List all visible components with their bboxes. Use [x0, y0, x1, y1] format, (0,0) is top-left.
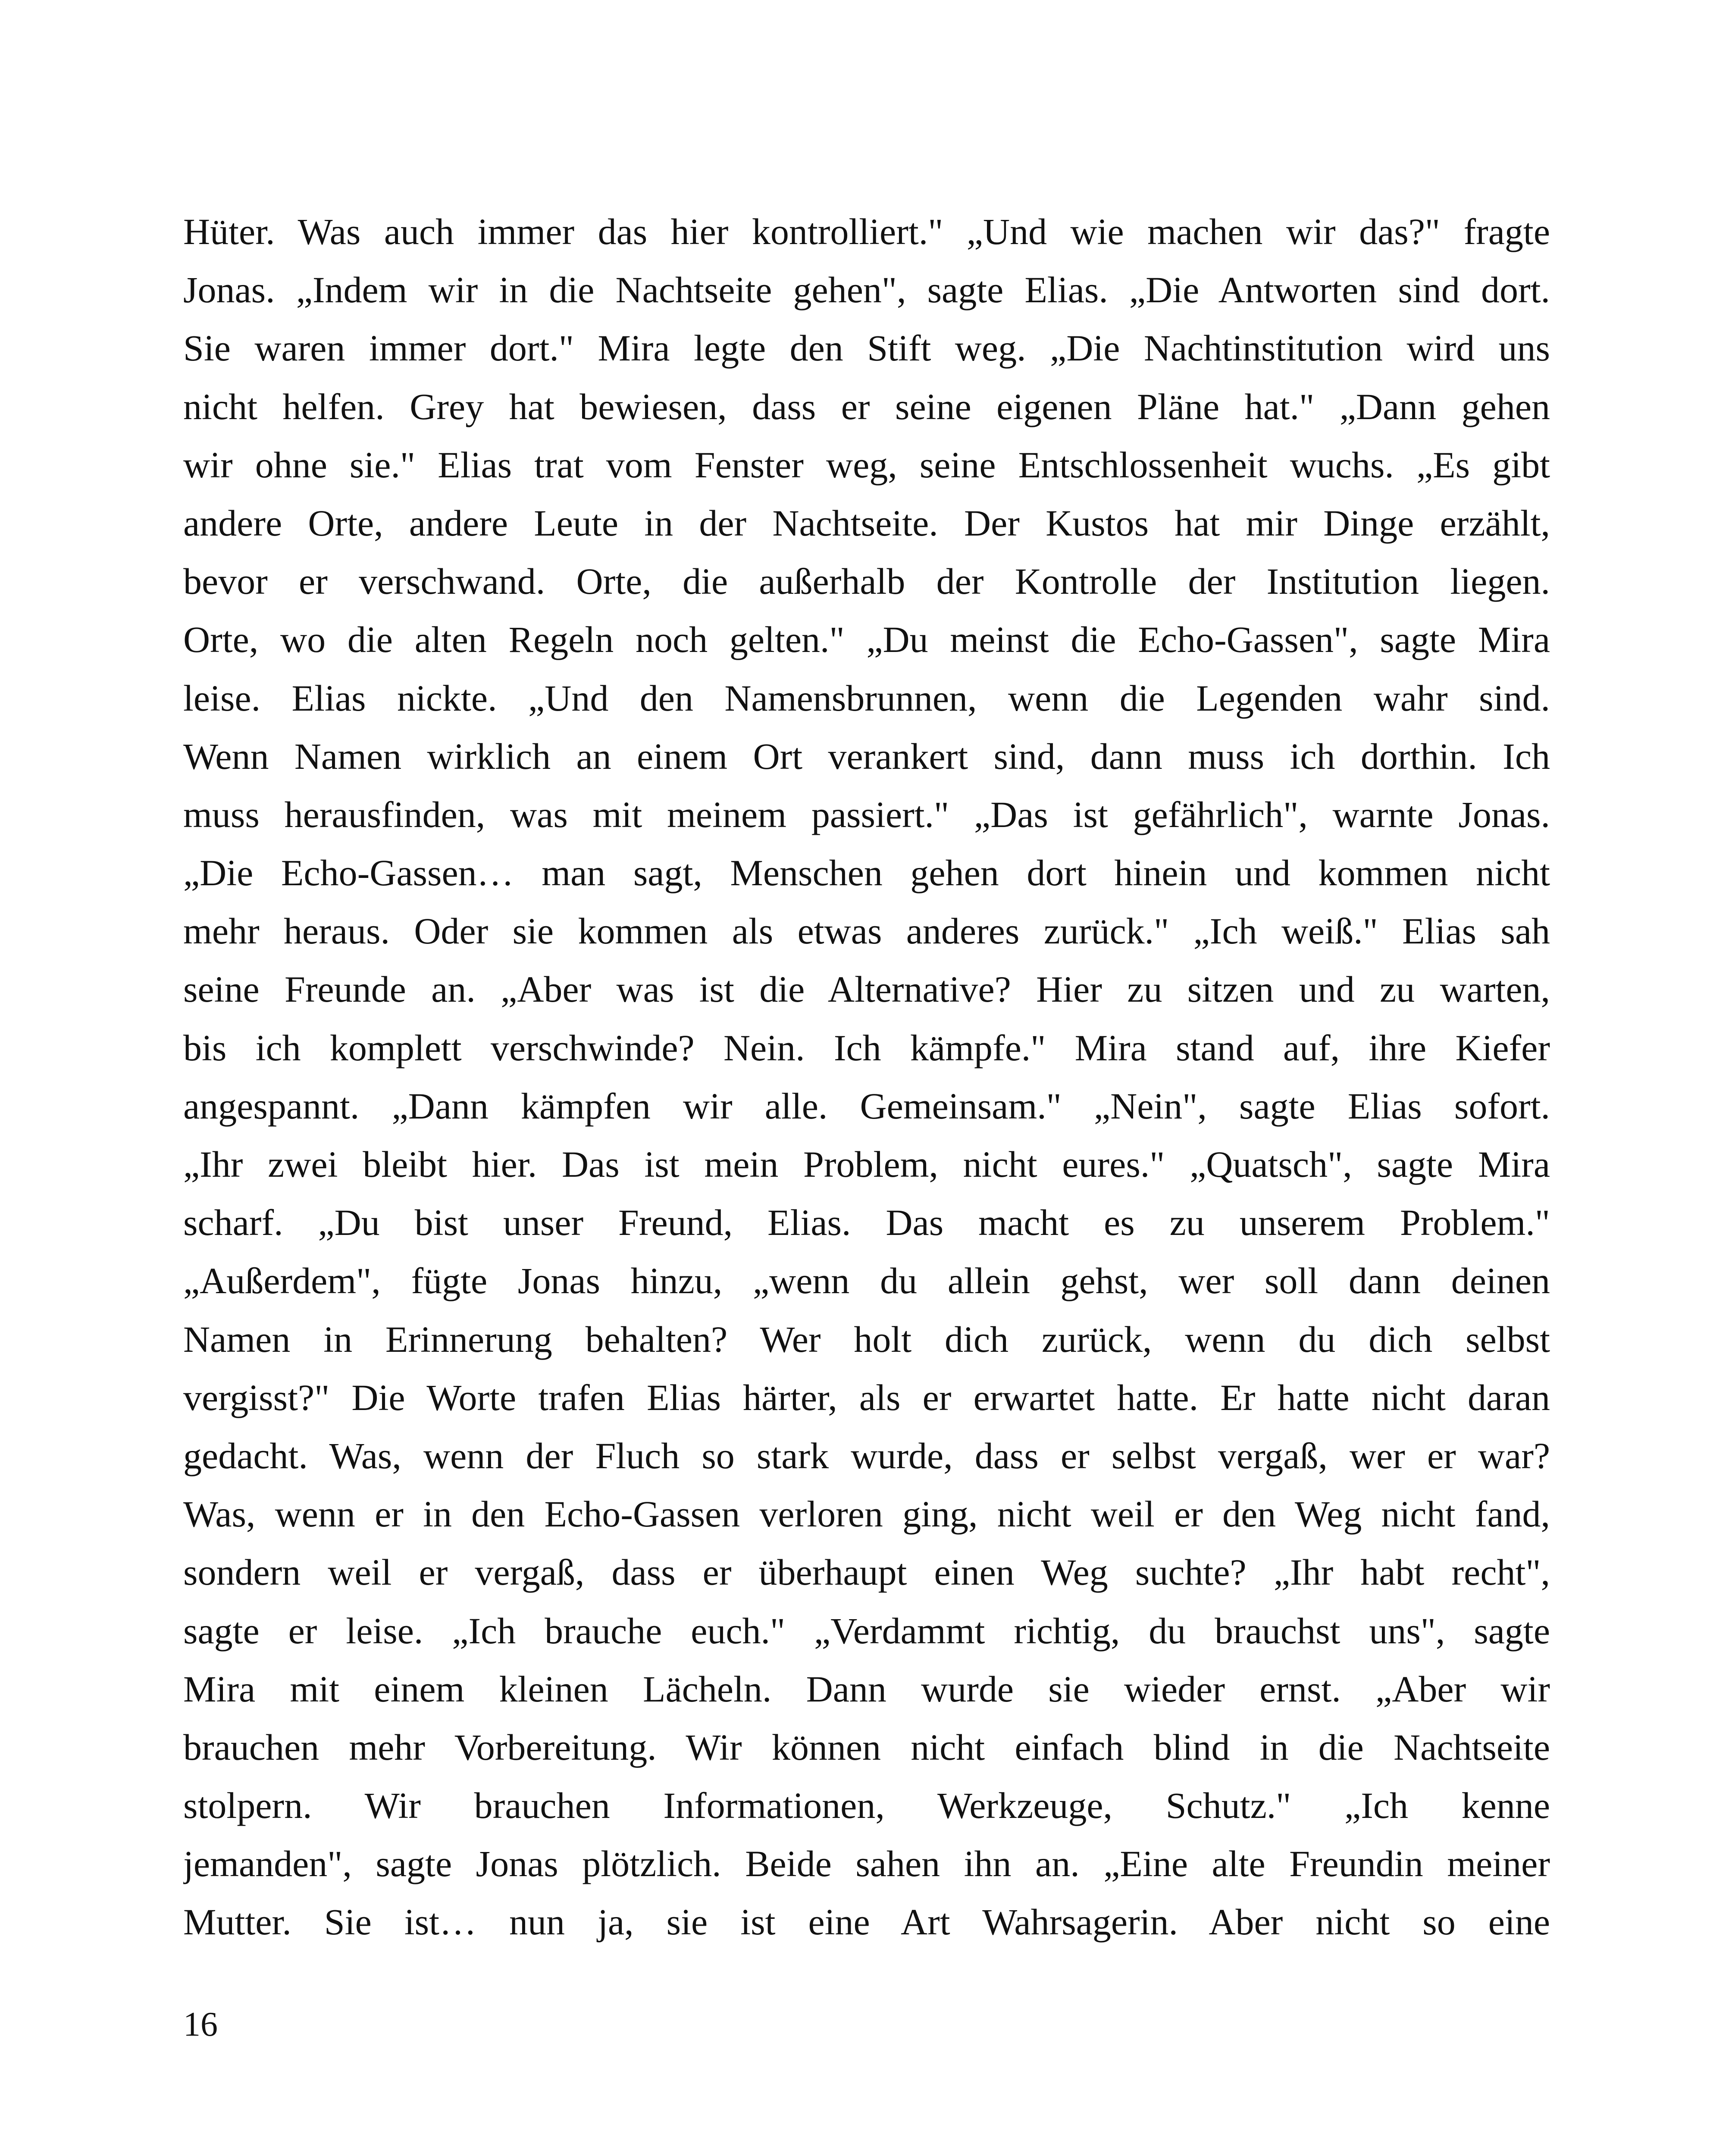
text-line: jemanden", sagte Jonas plötzlich. Beide sahen ihn an. „Eine alte Freundin meiner	[183, 1843, 1550, 1885]
text-line: „Außerdem", fügte Jonas hinzu, „wenn du allein gehst, wer soll dann deinen	[183, 1260, 1550, 1302]
text-line: stolpern. Wir brauchen Informationen, Werkzeuge, Schutz." „Ich kenne	[183, 1785, 1550, 1827]
text-line: Mutter. Sie ist… nun ja, sie ist eine Art Wahrsagerin. Aber nicht so eine	[183, 1901, 1550, 1943]
text-line: Mira mit einem kleinen Lächeln. Dann wurde sie wieder ernst. „Aber wir	[183, 1668, 1550, 1710]
text-line: Sie waren immer dort." Mira legte den Stift weg. „Die Nachtinstitution wird uns	[183, 327, 1550, 369]
text-line: angespannt. „Dann kämpfen wir alle. Gemeinsam." „Nein", sagte Elias sofort.	[183, 1085, 1550, 1127]
text-line: „Ihr zwei bleibt hier. Das ist mein Problem, nicht eures." „Quatsch", sagte Mira	[183, 1144, 1550, 1185]
text-line: mehr heraus. Oder sie kommen als etwas anderes zurück." „Ich weiß." Elias sah	[183, 910, 1550, 952]
text-line: bis ich komplett verschwinde? Nein. Ich kämpfe." Mira stand auf, ihre Kiefer	[183, 1027, 1550, 1069]
text-line: Jonas. „Indem wir in die Nachtseite gehen", sagte Elias. „Die Antworten sind dort.	[183, 269, 1550, 311]
text-line: scharf. „Du bist unser Freund, Elias. Das macht es zu unserem Problem."	[183, 1202, 1550, 1244]
text-line: Wenn Namen wirklich an einem Ort verankert sind, dann muss ich dorthin. Ich	[183, 735, 1550, 777]
text-line: wir ohne sie." Elias trat vom Fenster weg, seine Entschlossenheit wuchs. „Es gibt	[183, 444, 1550, 486]
text-line: Namen in Erinnerung behalten? Wer holt dich zurück, wenn du dich selbst	[183, 1318, 1550, 1360]
body-text	[183, 203, 1550, 1952]
text-line: leise. Elias nickte. „Und den Namensbrunnen, wenn die Legenden wahr sind.	[183, 677, 1550, 719]
text-line: muss herausfinden, was mit meinem passiert." „Das ist gefährlich", warnte Jonas.	[183, 793, 1550, 835]
text-line: sondern weil er vergaß, dass er überhaupt einen Weg suchte? „Ihr habt recht",	[183, 1551, 1550, 1593]
text-line: vergisst?" Die Worte trafen Elias härter, als er erwartet hatte. Er hatte nicht daran	[183, 1376, 1550, 1418]
text-line: Orte, wo die alten Regeln noch gelten." „Du meinst die Echo-Gassen", sagte Mira	[183, 619, 1550, 661]
text-line: andere Orte, andere Leute in der Nachtseite. Der Kustos hat mir Dinge erzählt,	[183, 502, 1550, 544]
text-line: Hüter. Was auch immer das hier kontrolliert." „Und wie machen wir das?" fragte	[183, 211, 1550, 252]
text-line: brauchen mehr Vorbereitung. Wir können nicht einfach blind in die Nachtseite	[183, 1726, 1550, 1768]
text-line: bevor er verschwand. Orte, die außerhalb der Kontrolle der Institution liegen.	[183, 561, 1550, 602]
text-line: seine Freunde an. „Aber was ist die Alternative? Hier zu sitzen und zu warten,	[183, 968, 1550, 1010]
text-line: Was, wenn er in den Echo-Gassen verloren ging, nicht weil er den Weg nicht fand,	[183, 1493, 1550, 1535]
page-number: 16	[183, 2006, 218, 2043]
text-line: nicht helfen. Grey hat bewiesen, dass er seine eigenen Pläne hat." „Dann gehen	[183, 385, 1550, 427]
text-line: sagte er leise. „Ich brauche euch." „Verdammt richtig, du brauchst uns", sagte	[183, 1610, 1550, 1651]
text-line: gedacht. Was, wenn der Fluch so stark wurde, dass er selbst vergaß, wer er war?	[183, 1435, 1550, 1476]
text-line: „Die Echo-Gassen… man sagt, Menschen gehen dort hinein und kommen nicht	[183, 852, 1550, 894]
